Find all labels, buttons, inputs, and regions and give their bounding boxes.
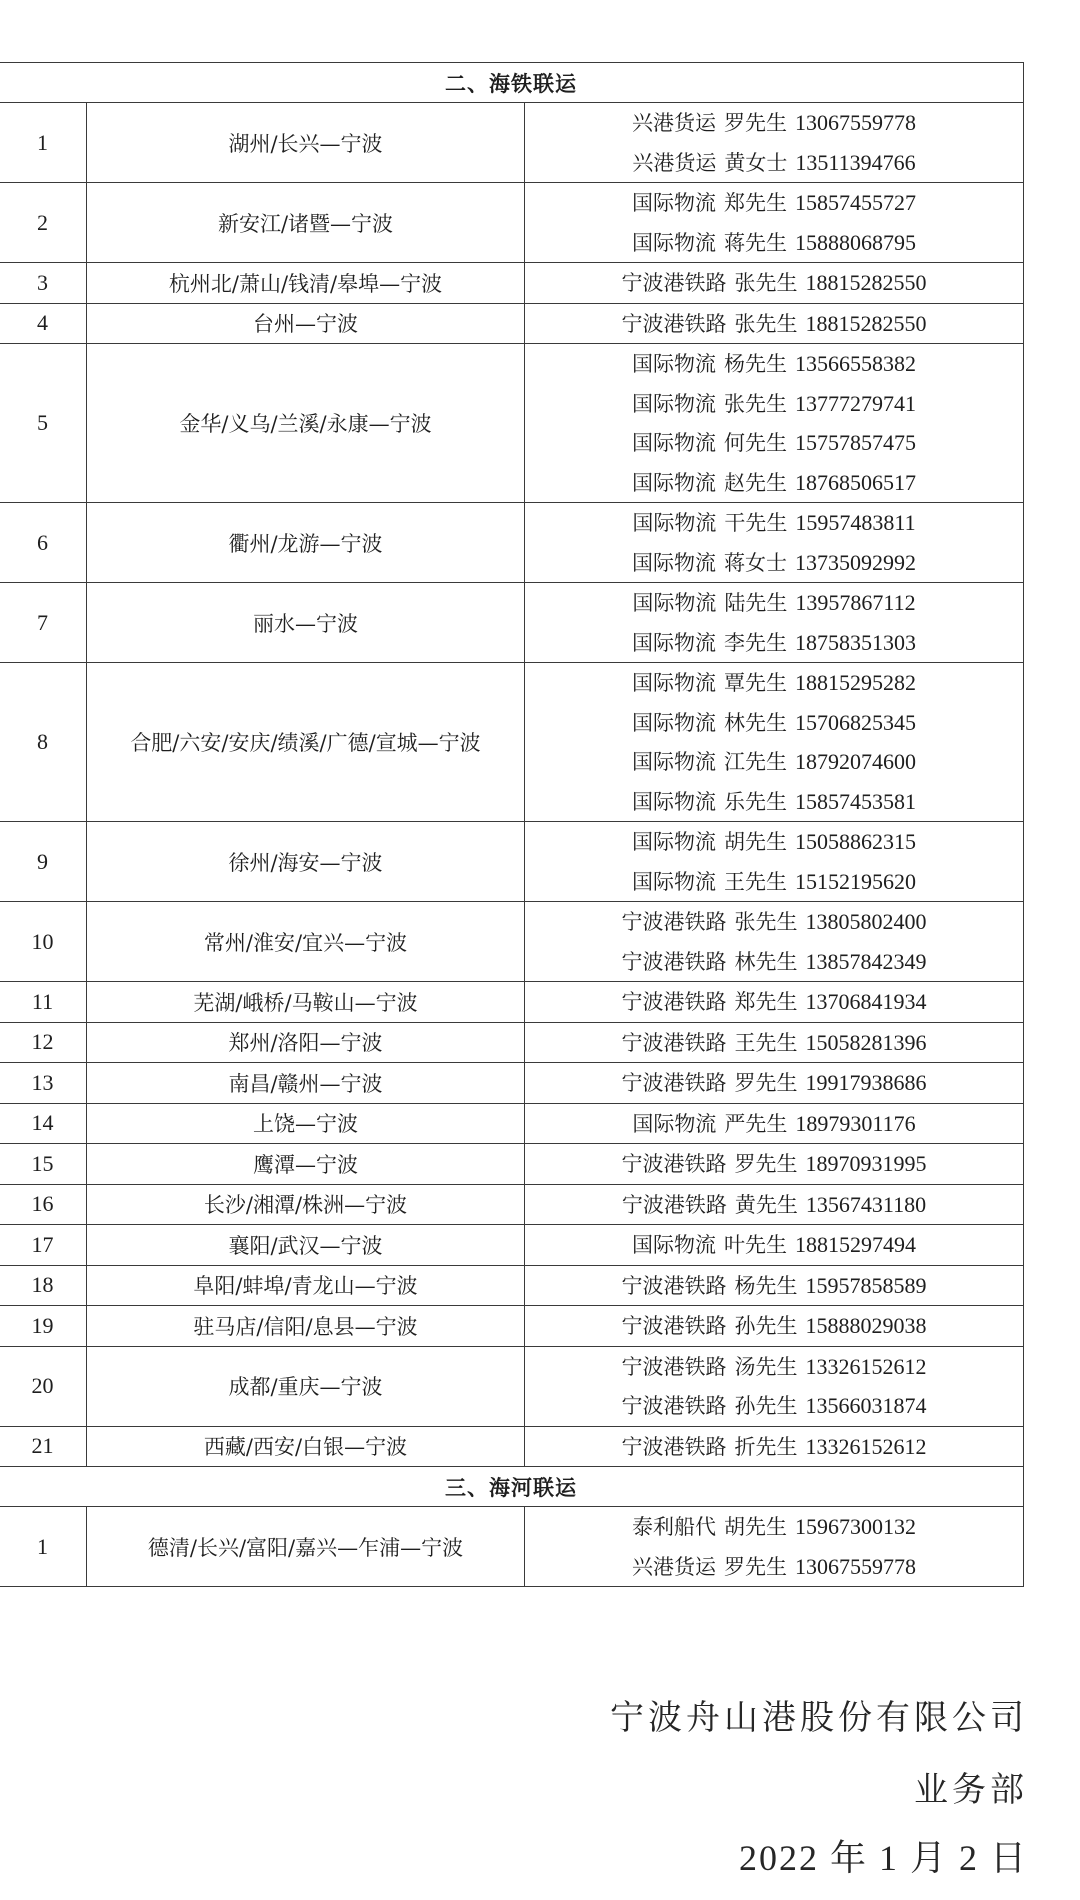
contact-org: 泰利船代 [632, 1515, 716, 1539]
contacts-cell [525, 1265, 1024, 1306]
contacts-cell [525, 263, 1024, 304]
contacts-cell [525, 902, 1024, 982]
route-cell: 鹰潭—宁波 [87, 1144, 525, 1185]
contact-person: 覃先生 [724, 671, 787, 695]
contact-person: 何先生 [724, 431, 787, 455]
contact-line [525, 143, 1023, 183]
contact-person: 王先生 [724, 869, 787, 894]
contacts-cell [525, 1426, 1024, 1467]
contact-phone: 18979301176 [795, 1110, 916, 1136]
contact-person: 张先生 [734, 910, 798, 934]
contact-phone: 13067559778 [795, 1553, 916, 1579]
contact-line [525, 822, 1023, 862]
contacts-cell [525, 1144, 1024, 1185]
contacts-cell [525, 663, 1024, 822]
table-row [0, 263, 1024, 304]
contact-person: 罗先生 [724, 111, 787, 135]
contact-org: 宁波港铁路 [621, 271, 727, 295]
contact-line [525, 1507, 1023, 1547]
route-cell: 金华/义乌/兰溪/永康—宁波 [87, 344, 525, 503]
contact-line [525, 103, 1023, 143]
table-row [0, 982, 1024, 1023]
contact-person: 汤先生 [734, 1354, 798, 1379]
row-number: 16 [0, 1184, 87, 1225]
contact-org: 宁波港铁路 [621, 311, 727, 336]
contact-line [525, 1144, 1023, 1184]
contact-org: 宁波港铁路 [621, 1152, 727, 1176]
contact-person: 江先生 [724, 750, 787, 774]
contact-person: 蒋先生 [724, 230, 787, 255]
contact-phone: 13511394766 [795, 149, 916, 175]
route-cell: 台州—宁波 [87, 303, 525, 344]
table-row [0, 503, 1024, 583]
contacts-cell [525, 1507, 1024, 1587]
contact-person: 干先生 [724, 511, 788, 535]
route-cell: 新安江/诸暨—宁波 [87, 183, 525, 263]
contact-person: 黄先生 [734, 1192, 798, 1217]
contact-org: 国际物流 [632, 1111, 717, 1136]
contact-line [525, 1104, 1023, 1144]
contacts-cell [525, 1184, 1024, 1225]
contact-person: 孙先生 [734, 1394, 798, 1418]
contact-phone: 15888068795 [795, 229, 916, 255]
contact-line [525, 223, 1023, 263]
contacts-cell [525, 1022, 1024, 1063]
row-number: 10 [0, 902, 87, 982]
contact-person: 李先生 [724, 630, 787, 655]
contact-person: 孙先生 [734, 1314, 798, 1338]
contact-phone: 19917938686 [805, 1070, 927, 1095]
table-row [0, 1022, 1024, 1063]
table-row [0, 183, 1024, 263]
contact-phone: 18815282550 [805, 270, 927, 295]
route-cell: 常州/淮安/宜兴—宁波 [87, 902, 525, 982]
contact-line [525, 543, 1023, 583]
contact-line [525, 304, 1023, 344]
contact-person: 郑先生 [734, 990, 798, 1014]
section-title: 二、海铁联运 [0, 63, 1024, 103]
row-number: 3 [0, 263, 87, 304]
table-row [0, 1507, 1024, 1587]
row-number: 8 [0, 663, 87, 822]
contacts-cell [525, 303, 1024, 344]
contact-line [525, 1386, 1023, 1426]
contact-org: 国际物流 [632, 191, 716, 215]
contact-org: 国际物流 [632, 1233, 716, 1257]
contact-org: 兴港货运 [632, 150, 717, 175]
contact-line [525, 1306, 1023, 1346]
contact-line [525, 263, 1023, 303]
route-cell: 驻马店/信阳/息县—宁波 [87, 1306, 525, 1347]
row-number: 5 [0, 344, 87, 503]
route-cell: 阜阳/蚌埠/青龙山—宁波 [87, 1265, 525, 1306]
contacts-cell [525, 1346, 1024, 1426]
contact-person: 林先生 [734, 949, 798, 974]
contact-line [525, 1266, 1023, 1306]
row-number: 11 [0, 982, 87, 1023]
contact-line [525, 1547, 1023, 1587]
contact-org: 宁波港铁路 [621, 1354, 727, 1379]
contact-org: 国际物流 [632, 630, 716, 655]
contacts-cell [525, 822, 1024, 902]
contact-org: 宁波港铁路 [621, 990, 727, 1014]
contact-org: 国际物流 [632, 352, 716, 376]
route-cell: 西藏/西安/白银—宁波 [87, 1426, 525, 1467]
contact-line [525, 942, 1023, 982]
row-number: 20 [0, 1346, 87, 1426]
contact-org: 国际物流 [632, 230, 716, 255]
row-number: 19 [0, 1306, 87, 1347]
footer-company: 宁波舟山港股份有限公司 [610, 1698, 1028, 1738]
contact-line [525, 1023, 1023, 1063]
table-row [0, 103, 1024, 183]
contacts-cell [525, 344, 1024, 503]
contact-line [525, 384, 1023, 424]
contact-line [525, 344, 1023, 384]
route-cell: 上饶—宁波 [87, 1103, 525, 1144]
contact-phone: 15957483811 [795, 510, 916, 535]
table-row [0, 344, 1024, 503]
row-number: 1 [0, 1507, 87, 1587]
contact-line [525, 623, 1023, 663]
contact-org: 宁波港铁路 [621, 1394, 727, 1418]
contact-line [525, 902, 1023, 942]
contact-phone: 13857842349 [805, 948, 927, 974]
table-row [0, 822, 1024, 902]
contact-line [525, 423, 1023, 463]
contact-person: 罗先生 [734, 1152, 798, 1176]
table-row [0, 1225, 1024, 1266]
contact-org: 宁波港铁路 [621, 910, 727, 934]
contact-table [0, 62, 1024, 1587]
contacts-cell [525, 183, 1024, 263]
contact-org: 宁波港铁路 [621, 949, 727, 974]
row-number: 2 [0, 183, 87, 263]
contact-line [525, 782, 1023, 822]
row-number: 14 [0, 1103, 87, 1144]
contacts-cell [525, 1306, 1024, 1347]
contact-org: 兴港货运 [632, 111, 716, 135]
contact-person: 林先生 [724, 710, 787, 735]
contact-phone: 15058281396 [805, 1029, 927, 1055]
contacts-cell [525, 1225, 1024, 1266]
contact-org: 国际物流 [632, 869, 716, 894]
contact-person: 胡先生 [724, 830, 787, 854]
route-cell: 长沙/湘潭/株洲—宁波 [87, 1184, 525, 1225]
table-row [0, 663, 1024, 822]
contact-person: 杨先生 [734, 1273, 798, 1298]
contact-org: 宁波港铁路 [621, 1273, 727, 1298]
contact-phone: 15967300132 [795, 1514, 916, 1539]
contact-org: 国际物流 [632, 470, 716, 495]
route-cell: 芜湖/峨桥/马鞍山—宁波 [87, 982, 525, 1023]
contact-org: 国际物流 [632, 391, 716, 416]
contact-phone: 13777279741 [795, 390, 916, 416]
contact-person: 张先生 [734, 271, 798, 295]
table-row [0, 1265, 1024, 1306]
contact-org: 国际物流 [632, 511, 717, 535]
contact-person: 王先生 [734, 1030, 798, 1055]
contact-phone: 15706825345 [795, 709, 916, 735]
route-cell: 成都/重庆—宁波 [87, 1346, 525, 1426]
contact-org: 宁波港铁路 [621, 1071, 727, 1095]
section-header-row [0, 63, 1024, 103]
contact-phone: 18768506517 [795, 469, 916, 495]
route-cell: 德清/长兴/富阳/嘉兴—乍浦—宁波 [87, 1507, 525, 1587]
contacts-cell [525, 1063, 1024, 1104]
contact-phone: 13706841934 [805, 989, 927, 1014]
footer-date: 2022 年 1 月 2 日 [738, 1838, 1028, 1878]
contact-phone: 15888029038 [805, 1313, 927, 1338]
contact-org: 国际物流 [632, 789, 716, 814]
contacts-cell [525, 103, 1024, 183]
contact-org: 国际物流 [632, 431, 716, 455]
row-number: 17 [0, 1225, 87, 1266]
contact-line [525, 703, 1023, 743]
contact-line [525, 503, 1023, 543]
contact-line [525, 862, 1023, 902]
contact-person: 黄女士 [724, 150, 788, 175]
table-row [0, 1144, 1024, 1185]
route-cell: 南昌/赣州—宁波 [87, 1063, 525, 1104]
table-row [0, 1063, 1024, 1104]
route-cell: 湖州/长兴—宁波 [87, 103, 525, 183]
contact-phone: 15857455727 [795, 190, 916, 215]
contact-phone: 18970931995 [805, 1151, 927, 1176]
contact-phone: 18815282550 [805, 310, 927, 336]
contact-phone: 13326152612 [805, 1353, 927, 1379]
contact-person: 叶先生 [724, 1233, 787, 1257]
table-row [0, 583, 1024, 663]
contact-phone: 13566558382 [795, 351, 916, 376]
contact-person: 罗先生 [724, 1554, 787, 1579]
contact-org: 国际物流 [632, 550, 716, 575]
contact-line [525, 1063, 1023, 1103]
contact-line [525, 183, 1023, 223]
table-body [0, 63, 1024, 1587]
route-cell: 合肥/六安/安庆/绩溪/广德/宣城—宁波 [87, 663, 525, 822]
contact-phone: 13567431180 [805, 1191, 927, 1217]
route-cell: 徐州/海安—宁波 [87, 822, 525, 902]
route-cell: 襄阳/武汉—宁波 [87, 1225, 525, 1266]
contact-person: 张先生 [724, 391, 787, 416]
contact-phone: 13805802400 [805, 909, 927, 934]
contact-person: 严先生 [724, 1111, 788, 1136]
row-number: 12 [0, 1022, 87, 1063]
contact-org: 兴港货运 [632, 1554, 716, 1579]
contact-person: 张先生 [734, 311, 798, 336]
contact-org: 国际物流 [632, 671, 716, 695]
contact-phone: 15058862315 [795, 829, 916, 854]
contact-org: 宁波港铁路 [621, 1030, 727, 1055]
route-cell: 衢州/龙游—宁波 [87, 503, 525, 583]
contact-line [525, 463, 1023, 503]
contacts-cell [525, 503, 1024, 583]
table-row [0, 1346, 1024, 1426]
contact-org: 宁波港铁路 [621, 1192, 727, 1217]
row-number: 18 [0, 1265, 87, 1306]
row-number: 9 [0, 822, 87, 902]
contact-phone: 15957858589 [805, 1272, 927, 1298]
contact-phone: 18758351303 [795, 629, 916, 655]
table-row [0, 303, 1024, 344]
contact-phone: 15857453581 [795, 788, 916, 814]
contact-person: 蒋女士 [724, 550, 787, 575]
table-row [0, 1426, 1024, 1467]
contact-phone: 13067559778 [795, 110, 916, 135]
contact-person: 胡先生 [724, 1515, 787, 1539]
contacts-cell [525, 982, 1024, 1023]
contact-line [525, 1427, 1023, 1467]
contact-person: 折先生 [734, 1434, 798, 1459]
contact-person: 乐先生 [724, 789, 787, 814]
contact-phone: 18792074600 [795, 749, 916, 774]
footer-department: 业务部 [914, 1770, 1028, 1810]
contact-org: 宁波港铁路 [621, 1434, 727, 1459]
contact-phone: 13957867112 [795, 590, 916, 615]
section-header-row [0, 1467, 1024, 1507]
row-number: 6 [0, 503, 87, 583]
route-cell: 郑州/洛阳—宁波 [87, 1022, 525, 1063]
contacts-cell [525, 583, 1024, 663]
contact-phone: 18815295282 [795, 670, 916, 695]
contact-org: 国际物流 [632, 591, 717, 615]
row-number: 4 [0, 303, 87, 344]
contact-line [525, 663, 1023, 703]
contact-line [525, 1347, 1023, 1387]
contact-phone: 15757857475 [795, 430, 916, 455]
contact-org: 宁波港铁路 [621, 1314, 727, 1338]
contact-person: 罗先生 [734, 1071, 798, 1095]
section-title: 三、海河联运 [0, 1467, 1024, 1507]
contact-phone: 13326152612 [805, 1433, 927, 1459]
contact-person: 陆先生 [724, 591, 788, 615]
contact-phone: 13735092992 [795, 549, 916, 575]
contact-line [525, 1185, 1023, 1225]
contact-person: 郑先生 [724, 191, 787, 215]
row-number: 7 [0, 583, 87, 663]
contact-line [525, 583, 1023, 623]
table-row [0, 1103, 1024, 1144]
contacts-cell [525, 1103, 1024, 1144]
contact-phone: 15152195620 [795, 868, 916, 894]
contact-org: 国际物流 [632, 710, 716, 735]
contact-person: 杨先生 [724, 352, 787, 376]
table-row [0, 1184, 1024, 1225]
row-number: 1 [0, 103, 87, 183]
row-number: 15 [0, 1144, 87, 1185]
table-row [0, 1306, 1024, 1347]
contact-org: 国际物流 [632, 830, 716, 854]
contact-line [525, 1225, 1023, 1265]
contact-phone: 18815297494 [795, 1232, 916, 1257]
contact-phone: 13566031874 [805, 1393, 927, 1418]
contact-org: 国际物流 [632, 750, 716, 774]
row-number: 13 [0, 1063, 87, 1104]
contact-line [525, 742, 1023, 782]
route-cell: 丽水—宁波 [87, 583, 525, 663]
contact-line [525, 982, 1023, 1022]
contact-person: 赵先生 [724, 470, 787, 495]
table-row [0, 902, 1024, 982]
route-cell: 杭州北/萧山/钱清/皋埠—宁波 [87, 263, 525, 304]
row-number: 21 [0, 1426, 87, 1467]
